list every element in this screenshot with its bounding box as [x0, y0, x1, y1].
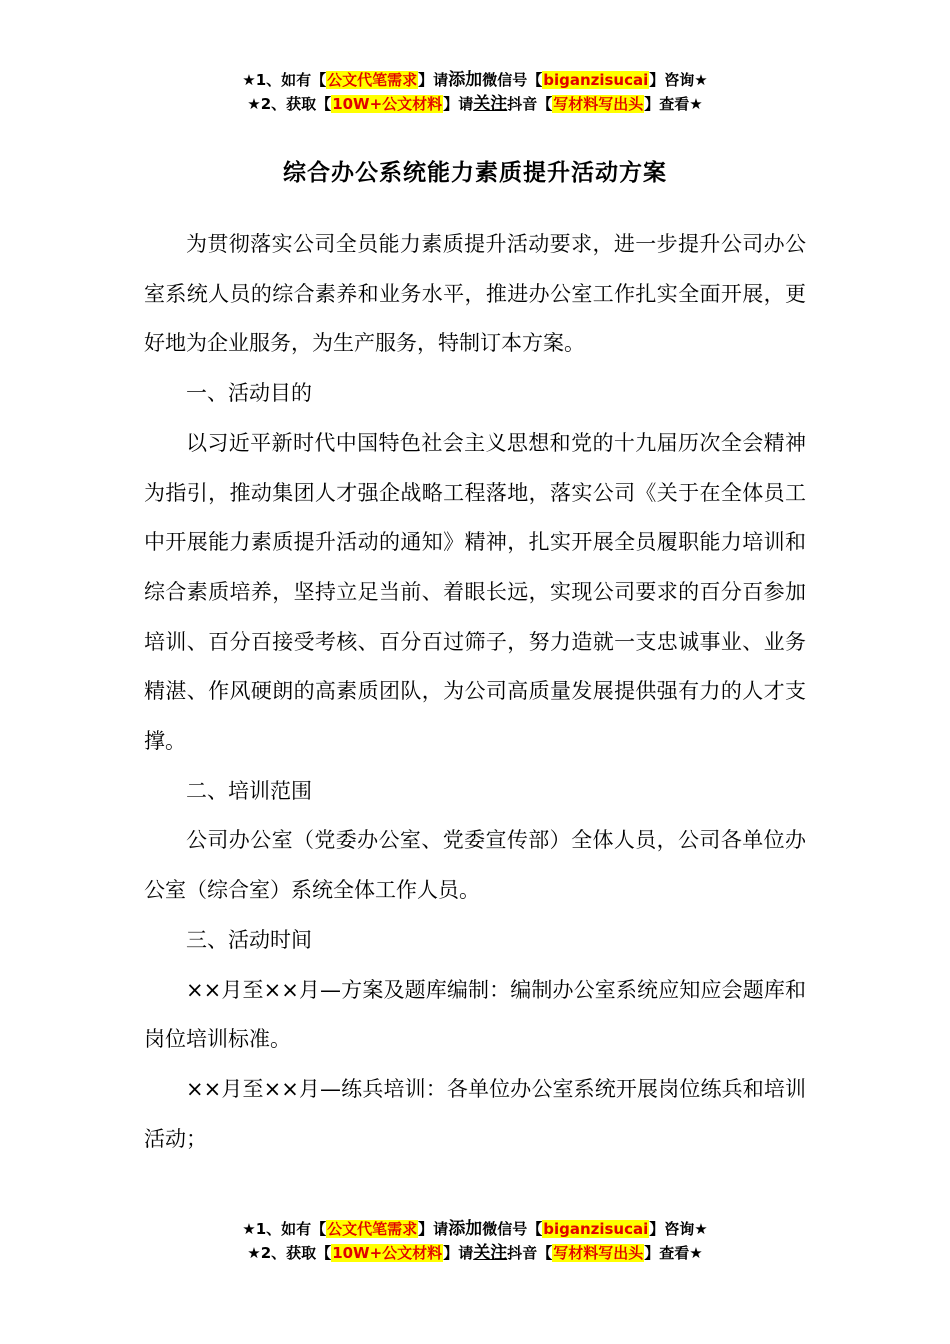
- promo-emphasis-add: 添加: [448, 1219, 483, 1239]
- promo-highlight-wechat: biganzisucai: [543, 1220, 649, 1238]
- document-body: [144, 220, 806, 1164]
- paragraph-purpose: 以习近平新时代中国特色社会主义思想和党的十九届历次全会精神为指引，推动集团人才强企战略工程落地，落实公司《关于在全体员工中开展能力素质提升活动的通知》精神，扎实开展全员履职能力培训和综合素质培养，坚持立足当前、着眼长远，实现公司要求的百分百参加培训、百分百接受考核、百分百过筛子，努力造就一支忠诚事业、业务精湛、作风硬朗的高素质团队，为公司高质量发展提供强有力的人才支撑。: [144, 430, 806, 754]
- promo-highlight-douyin: 写材料写出头: [553, 1244, 644, 1262]
- promo-line-1-bottom: [0, 1217, 950, 1241]
- promo-banner-bottom: [0, 1217, 950, 1265]
- heading-time: 三、活动时间: [186, 927, 312, 952]
- promo-highlight-materials: 10W+公文材料: [332, 1244, 443, 1262]
- promo-highlight-service: 公文代笔需求: [327, 71, 418, 89]
- promo-line-1-prefix: ★1、如有【: [242, 71, 327, 89]
- promo-line-2-bottom: [0, 1241, 950, 1265]
- promo-line-1: [0, 68, 950, 92]
- promo-line-2-mid: 】请: [443, 1244, 474, 1262]
- promo-line-2-prefix: ★2、获取【: [247, 95, 332, 113]
- promo-line-1-prefix: ★1、如有【: [242, 1220, 327, 1238]
- document-title: 综合办公系统能力素质提升活动方案: [283, 160, 667, 186]
- paragraph-time-1: ××月至××月—方案及题库编制：编制办公室系统应知应会题库和岗位培训标准。: [144, 977, 806, 1052]
- promo-line-2-mid-2: 抖音【: [507, 95, 553, 113]
- promo-highlight-douyin: 写材料写出头: [553, 95, 644, 113]
- promo-line-2-mid-2: 抖音【: [507, 1244, 553, 1262]
- promo-emphasis-follow: 关注: [473, 1243, 508, 1263]
- paragraph-intro: 为贯彻落实公司全员能力素质提升活动要求，进一步提升公司办公室系统人员的综合素养和业务水平，推进办公室工作扎实全面开展，更好地为企业服务，为生产服务，特制订本方案。: [144, 232, 806, 356]
- promo-line-2-suffix: 】查看★: [644, 1244, 703, 1262]
- heading-scope: 二、培训范围: [186, 778, 312, 803]
- paragraph-time-2: ××月至××月—练兵培训：各单位办公室系统开展岗位练兵和培训活动；: [144, 1076, 806, 1151]
- promo-line-1-suffix: 】咨询★: [649, 1220, 708, 1238]
- promo-highlight-service: 公文代笔需求: [327, 1220, 418, 1238]
- promo-line-1-mid-2: 微信号【: [482, 71, 543, 89]
- promo-line-2: [0, 92, 950, 116]
- promo-line-1-mid-2: 微信号【: [482, 1220, 543, 1238]
- promo-line-1-mid: 】请: [418, 71, 449, 89]
- promo-line-1-mid: 】请: [418, 1220, 449, 1238]
- promo-line-2-mid: 】请: [443, 95, 474, 113]
- paragraph-scope: 公司办公室（党委办公室、党委宣传部）全体人员，公司各单位办公室（综合室）系统全体工作人员。: [144, 828, 806, 903]
- promo-highlight-wechat: biganzisucai: [543, 71, 649, 89]
- heading-purpose: 一、活动目的: [186, 381, 312, 406]
- promo-line-1-suffix: 】咨询★: [649, 71, 708, 89]
- promo-emphasis-add: 添加: [448, 70, 483, 90]
- promo-banner-top: [0, 68, 950, 116]
- promo-emphasis-follow: 关注: [473, 94, 508, 114]
- promo-line-2-suffix: 】查看★: [644, 95, 703, 113]
- promo-highlight-materials: 10W+公文材料: [332, 95, 443, 113]
- promo-line-2-prefix: ★2、获取【: [247, 1244, 332, 1262]
